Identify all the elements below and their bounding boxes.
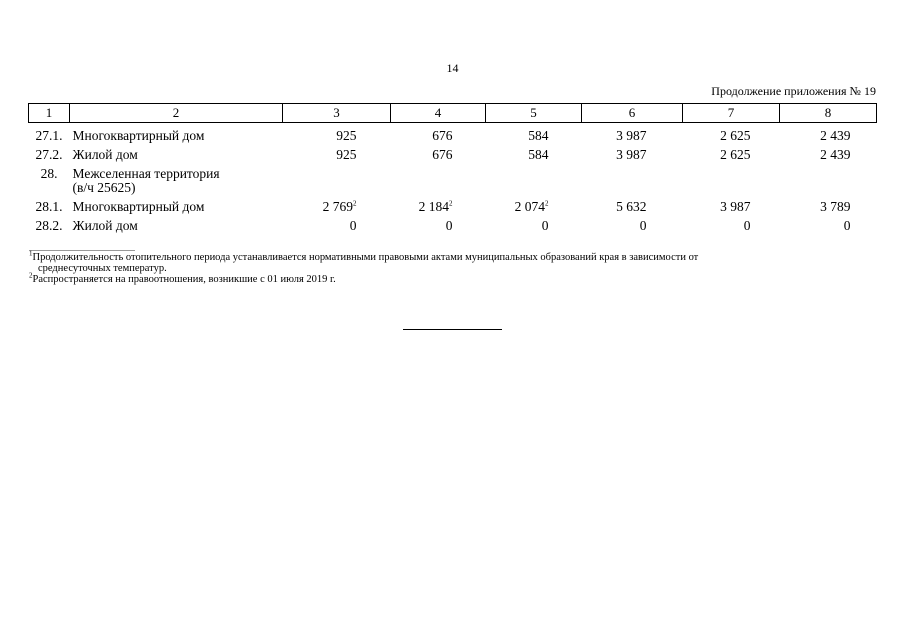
cell-value: 0 [445,218,453,233]
cell-value: 584 [528,147,549,162]
cell-value: 2 439 [820,128,851,143]
table-row [29,164,877,197]
row-number: 27.2. [35,147,63,162]
table-row [29,216,877,235]
cell-value: 0 [743,218,751,233]
footnote-1 [29,249,876,274]
cell-value: 0 [639,218,647,233]
footnotes [29,249,876,285]
cell-value: 2 769$^2$ [322,199,357,214]
continuation-label: Продолжение приложения № 19 [711,84,876,98]
cell-value: 3 987 [720,199,751,214]
table-row [29,123,877,146]
row-number: 28. [40,166,58,181]
footnote-mark: 1 [29,249,33,258]
cell-value: 676 [432,128,453,143]
column-header: 2 [70,104,283,123]
cell-value: 925 [336,147,357,162]
column-header: 1 [29,104,70,123]
column-header: 6 [582,104,683,123]
row-name: Жилой дом [72,218,138,233]
footnote-text: Распространяется на правоотношения, возникшие с 01 июля 2019 г. [32,274,336,285]
cell-value: 2 184$^2$ [418,199,453,214]
table-row [29,197,877,216]
cell-value: 2 625 [720,147,751,162]
cell-value: 5 632 [616,199,647,214]
row-number: 28.1. [35,199,63,214]
cell-value: 2 625 [720,128,751,143]
footnote-mark: 2 [449,199,453,208]
cell-value: 0 [541,218,549,233]
footnote-text: Продолжительность отопительного периода устанавливается нормативными правовыми актами муниципальных образований края в зависимости от [32,252,699,263]
cell-value: 3 987 [616,128,647,143]
cell-value: 925 [336,128,357,143]
row-name-line: Межселенная территория [72,166,220,181]
row-name: Многоквартирный дом [72,128,205,143]
column-header: 7 [683,104,780,123]
cell-value: 3 789 [820,199,851,214]
table-row [29,145,877,164]
footnote-mark: 2 [29,271,33,280]
cell-value: 676 [432,147,453,162]
cell-value: 2 439 [820,147,851,162]
cell-value: 2 074$^2$ [514,199,549,214]
row-name-line: (в/ч 25625) [72,180,136,195]
column-header: 3 [283,104,391,123]
table-header-row [29,104,877,123]
footnote-mark: 2 [545,199,549,208]
column-header: 4 [391,104,486,123]
row-name: Многоквартирный дом [72,199,205,214]
cell-value: 584 [528,128,549,143]
column-header: 5 [486,104,582,123]
footnote-separator [29,250,135,251]
end-separator [403,329,502,330]
tariff-table [28,103,877,235]
footnote-text: среднесуточных температур. [38,263,167,274]
footnote-2 [29,271,876,285]
row-name [70,164,283,197]
cell-value: 0 [349,218,357,233]
column-header: 8 [780,104,877,123]
cell-value: 3 987 [616,147,647,162]
row-number: 28.2. [35,218,63,233]
cell-value: 0 [843,218,851,233]
footnote-mark: 2 [353,199,357,208]
row-name: Жилой дом [72,147,138,162]
page-number: 14 [446,61,459,75]
row-number: 27.1. [35,128,63,143]
